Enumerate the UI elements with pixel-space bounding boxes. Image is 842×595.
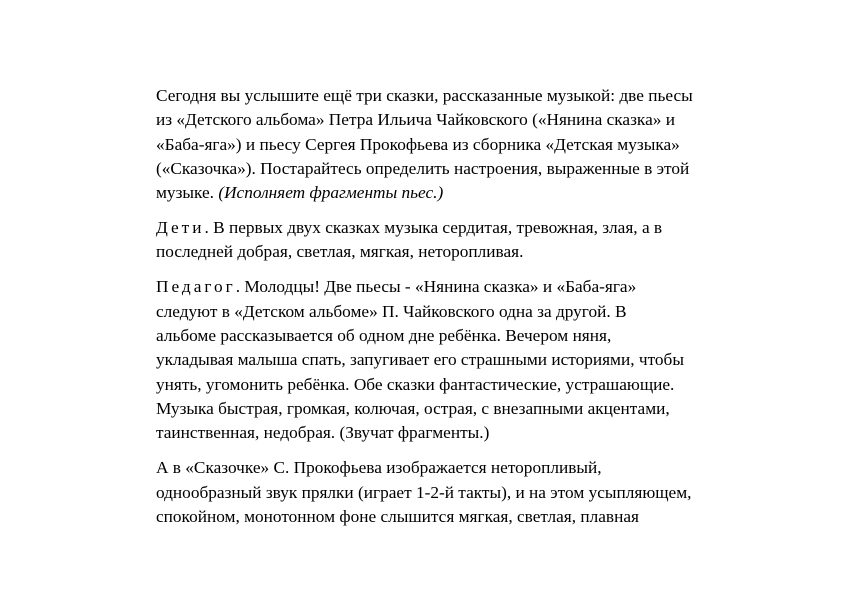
paragraph-children-reply (156, 216, 726, 265)
text-line (156, 275, 726, 299)
text-line: спокойном, монотонном фоне слышится мягкая, светлая, плавная (156, 506, 639, 526)
text-line: из «Детского альбома» Петра Ильича Чайковского («Нянина сказка» и (156, 110, 675, 130)
text-line: унять, угомонить ребёнка. Обе сказки фантастические, устрашающие. (156, 374, 675, 394)
text-line: следуют в «Детском альбоме» П. Чайковского одна за другой. В (156, 301, 627, 321)
text-line: Музыка быстрая, громкая, колючая, острая, с внезапными акцентами, (156, 398, 670, 418)
text-line: последней добрая, светлая, мягкая, неторопливая. (156, 242, 524, 262)
text-line: однообразный звук прялки (играет 1-2-й такты), и на этом усыпляющем, (156, 482, 692, 502)
document-text (156, 84, 726, 529)
speaker-label: Педагог (156, 277, 236, 297)
text-line: «Баба-яга») и пьесу Сергея Прокофьева из сборника «Детская музыка» (156, 134, 680, 154)
text-line: («Сказочка»). Постарайтесь определить настроения, выраженные в этой (156, 158, 690, 178)
speaker-label: Дети (156, 218, 205, 238)
text-line (156, 216, 726, 240)
text-line (156, 181, 726, 205)
text-fragment: . Молодцы! Две пьесы - «Нянина сказка» и «Баба-яга» (235, 277, 637, 297)
text-line: Сегодня вы услышите ещё три сказки, рассказанные музыкой: две пьесы (156, 86, 693, 105)
text-line: А в «Сказочке» С. Прокофьева изображается неторопливый, (156, 458, 602, 478)
text-fragment: . В первых двух сказках музыка сердитая, тревожная, злая, а в (204, 218, 663, 238)
text-fragment: музыке. (156, 183, 214, 203)
paragraph-skazochka (156, 456, 726, 529)
text-line: укладывая малыша спать, запугивает его страшными историями, чтобы (156, 350, 684, 370)
paragraph-teacher-reply (156, 275, 726, 445)
paragraph-intro (156, 84, 726, 205)
text-line: таинственная, недобрая. (Звучат фрагменты.) (156, 423, 490, 443)
text-line: альбоме рассказывается об одном дне ребёнка. Вечером няня, (156, 326, 612, 346)
stage-direction: (Исполняет фрагменты пьес.) (218, 183, 444, 203)
